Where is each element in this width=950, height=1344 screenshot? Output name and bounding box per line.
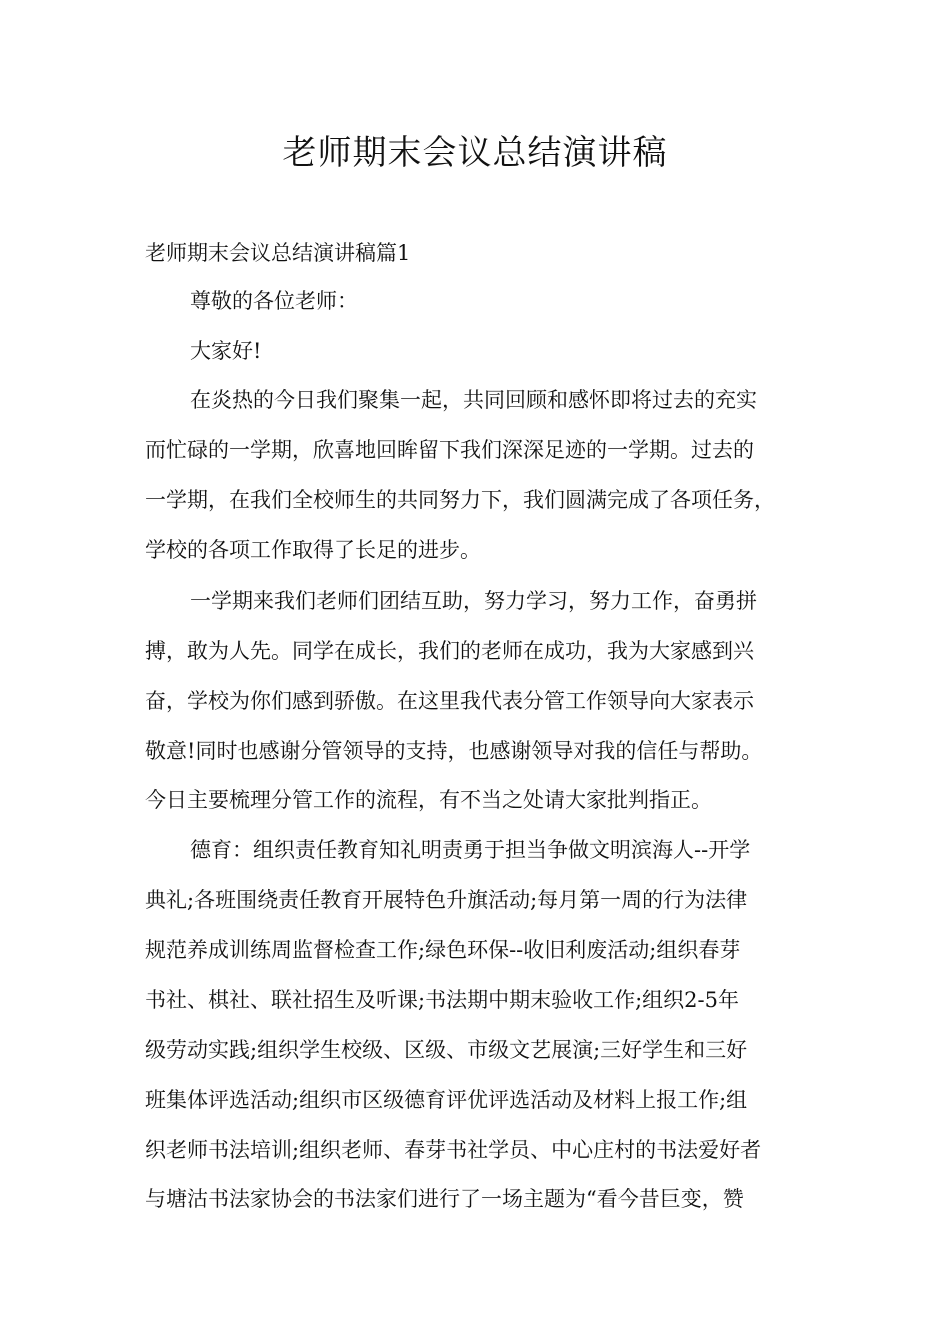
body-line: 一学期，在我们全校师生的共同努力下，我们圆满完成了各项任务， (145, 488, 775, 512)
body-line: 一学期来我们老师们团结互助，努力学习，努力工作，奋勇拼 (190, 589, 757, 613)
body-line: 今日主要梳理分管工作的流程，有不当之处请大家批判指正。 (145, 788, 712, 812)
salutation-line: 尊敬的各位老师： (190, 289, 358, 313)
body-line: 学校的各项工作取得了长足的进步。 (145, 538, 481, 562)
body-line: 敬意!同时也感谢分管领导的支持，也感谢领导对我的信任与帮助。 (145, 739, 763, 763)
body-line: 织老师书法培训;组织老师、春芽书社学员、中心庄村的书法爱好者 (145, 1138, 762, 1162)
body-line: 在炎热的今日我们聚集一起，共同回顾和感怀即将过去的充实 (190, 388, 757, 412)
body-line: 德育：组织责任教育知礼明责勇于担当争做文明滨海人--开学 (190, 838, 751, 862)
body-line: 级劳动实践;组织学生校级、区级、市级文艺展演;三好学生和三好 (145, 1038, 748, 1062)
body-line: 书社、棋社、联社招生及听课;书法期中期末验收工作;组织2-5年 (145, 988, 739, 1012)
body-line: 规范养成训练周监督检查工作;绿色环保--收旧利废活动;组织春芽 (145, 938, 741, 962)
body-line: 搏，敢为人先。同学在成长，我们的老师在成功，我为大家感到兴 (145, 639, 754, 663)
section-heading: 老师期末会议总结演讲稿篇1 (145, 241, 411, 265)
document-title: 老师期末会议总结演讲稿 (282, 133, 668, 173)
body-line: 而忙碌的一学期，欣喜地回眸留下我们深深足迹的一学期。过去的 (145, 438, 754, 462)
body-line: 班集体评选活动;组织市区级德育评优评选活动及材料上报工作;组 (145, 1088, 748, 1112)
body-line: 典礼;各班围绕责任教育开展特色升旗活动;每月第一周的行为法律 (145, 888, 748, 912)
body-line: 奋，学校为你们感到骄傲。在这里我代表分管工作领导向大家表示 (145, 689, 754, 713)
body-line: 与塘沽书法家协会的书法家们进行了一场主题为“看今昔巨变，赞 (145, 1187, 744, 1211)
greeting-line: 大家好! (190, 339, 262, 363)
